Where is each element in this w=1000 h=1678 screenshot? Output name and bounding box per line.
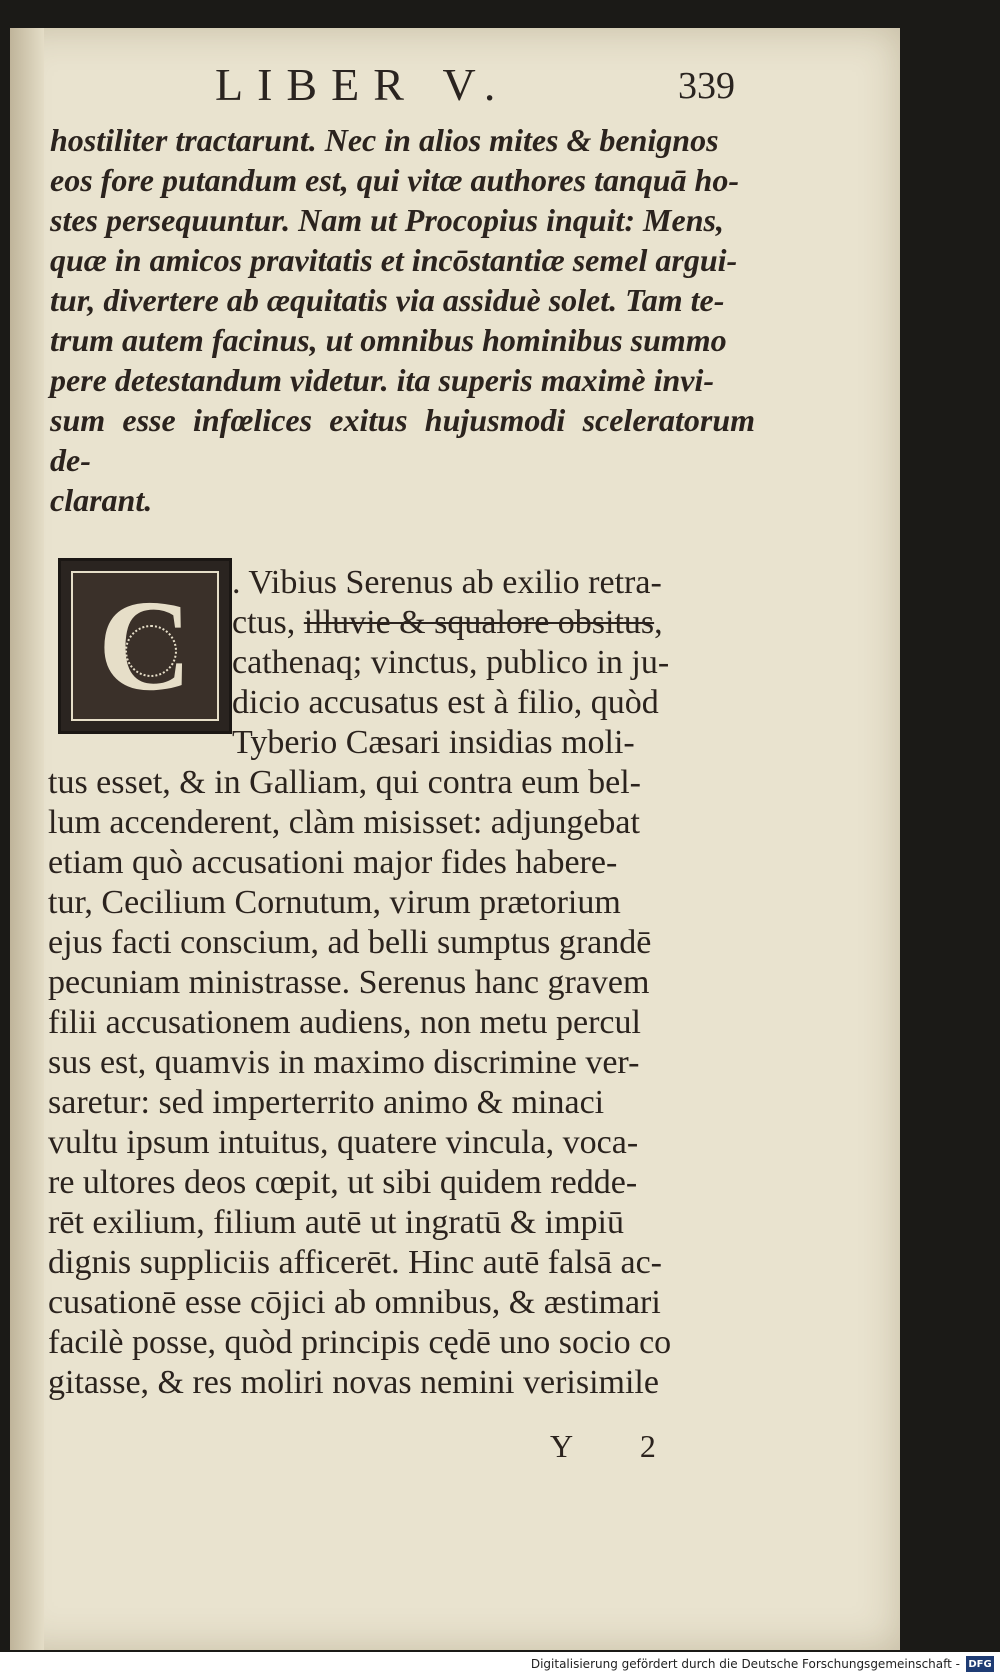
text-line: tus esset, & in Galliam, qui contra eum bel-: [48, 764, 641, 801]
text-line: cathenaq; vinctus, publico in ju-: [232, 644, 670, 681]
page-number: 339: [678, 65, 735, 107]
digitization-credit-bar: [0, 1652, 1000, 1678]
credit-text: Digitalisierung gefördert durch die Deutsche Forschungsgemeinschaft -: [530, 1657, 960, 1671]
text-line: saretur: sed imperterrito animo & minaci: [48, 1084, 605, 1121]
italic-line: trum autem facinus, ut omnibus hominibus summo: [50, 322, 727, 358]
text-line: filii accusationem audiens, non metu percul: [48, 1004, 641, 1041]
dfg-logo-icon: DFG: [966, 1656, 994, 1672]
italic-line: pere detestandum videtur. ita superis maximè invi-: [50, 362, 714, 398]
struck-text: illuvie & squalore obsitus: [303, 604, 655, 641]
text-line: sus est, quamvis in maximo discrimine ver-: [48, 1044, 640, 1081]
text-line: etiam quò accusationi major fides habere-: [48, 844, 618, 881]
running-head: LIBER V.: [215, 59, 510, 110]
italic-line: hostiliter tractarunt. Nec in alios mites & benignos: [50, 122, 719, 158]
text-line: . Vibius Serenus ab exilio retra-: [232, 564, 662, 601]
text-line: pecuniam ministrasse. Serenus hanc gravem: [48, 964, 650, 1001]
italic-line: tur, divertere ab æquitatis via assiduè solet. Tam te-: [50, 282, 725, 318]
page-header: [10, 58, 900, 118]
text-line: re ultores deos cœpit, ut sibi quidem redde-: [48, 1164, 638, 1201]
text-line: facilè posse, quòd principis cędē uno socio co: [48, 1324, 672, 1361]
italic-line: stes persequuntur. Nam ut Procopius inquit: Mens,: [50, 202, 724, 238]
italic-line: clarant.: [50, 482, 153, 518]
text-line: [232, 604, 663, 642]
italic-line: quæ in amicos pravitatis et incōstantiæ semel argui-: [50, 242, 738, 278]
decorated-initial: [58, 558, 232, 734]
initial-frame: [71, 571, 219, 721]
text-line: gitasse, & res moliri novas nemini verisimile: [48, 1364, 659, 1401]
italic-paragraph: [50, 120, 755, 520]
text-line: dignis suppliciis afficerēt. Hinc autē falsā ac-: [48, 1244, 662, 1281]
text-line: cusationē esse cōjici ab omnibus, & æstimari: [48, 1284, 661, 1321]
italic-line: eos fore putandum est, qui vitæ authores tanquā ho-: [50, 162, 739, 198]
book-page: [10, 28, 900, 1650]
text-line: dicio accusatus est à filio, quòd: [232, 684, 659, 721]
text-line: Tyberio Cæsari insidias moli-: [232, 724, 635, 761]
line-suffix: ,: [654, 604, 663, 641]
text-line: ejus facti conscium, ad belli sumptus grandē: [48, 924, 652, 961]
text-line: rēt exilium, filium autē ut ingratū & impiū: [48, 1204, 625, 1241]
text-line: lum accenderent, clàm misisset: adjungebat: [48, 804, 640, 841]
page-gutter: [10, 28, 44, 1650]
text-line: tur, Cecilium Cornutum, virum prætorium: [48, 884, 621, 921]
italic-line: sum esse infœlices exitus hujusmodi sceleratorum de-: [50, 402, 755, 478]
initial-letter: C: [98, 574, 192, 718]
signature-mark: Y 2: [550, 1428, 686, 1464]
line-prefix: ctus,: [232, 604, 304, 641]
text-line: vultu ipsum intuitus, quatere vincula, voca-: [48, 1124, 639, 1161]
